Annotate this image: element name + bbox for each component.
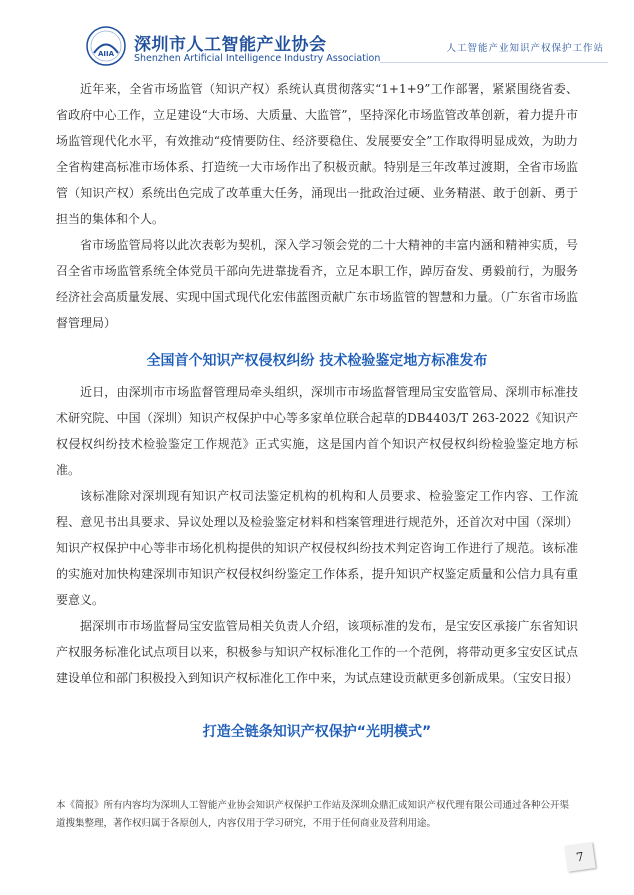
body-paragraph: 近日，由深圳市市场监督管理局牵头组织，深圳市市场监督管理局宝安监管局、深圳市标准技术研究院、中国（深圳）知识产权保护中心等多家单位联合起草的DB4403/T 263-2022《知识产权侵权纠纷技术检验鉴定工作规范》正式实施，这是国内首个知识产权侵权纠纷检验鉴定地方标准。 bbox=[56, 385, 578, 477]
section-title: 打造全链条知识产权保护“光明模式” bbox=[202, 724, 432, 740]
body-paragraph: 该标准除对深圳现有知识产权司法鉴定机构的机构和人员要求、检验鉴定工作内容、工作流程、意见书出具要求、异议处理以及检验鉴定材料和档案管理进行规范外，还首次对中国（深圳）知识产权保护中心等非市场化机构提供的知识产权侵权纠纷技术判定咨询工作进行了规范。该标准的实施对加快构建深圳市知识产权侵权纠纷鉴定工作体系，提升知识产权鉴定质量和公信力具有重要意义。 bbox=[56, 489, 578, 607]
article-body bbox=[56, 76, 578, 743]
page-header bbox=[0, 0, 634, 70]
body-paragraph: 据深圳市市场监督局宝安监管局相关负责人介绍，该项标准的发布，是宝安区承接广东省知识产权服务标准化试点项目以来，积极参与知识产权标准化工作的一个范例，将带动更多宝安区试点建设单位和部门积极投入到知识产权标准化工作中来，为试点建设贡献更多创新成果。（宝安日报） bbox=[56, 619, 579, 685]
header-divider bbox=[380, 62, 608, 63]
association-logo-icon bbox=[86, 26, 126, 66]
section-title: 全国首个知识产权侵权纠纷 技术检验鉴定地方标准发布 bbox=[146, 353, 488, 369]
page-number: 7 bbox=[564, 842, 595, 872]
station-name: 人工智能产业知识产权保护工作站 bbox=[446, 43, 604, 54]
body-paragraph: 省市场监管局将以此次表彰为契机，深入学习领会党的二十大精神的丰富内涵和精神实质，号召全省市场监管系统全体党员干部向先进靠拢看齐，立足本职工作，踔厉奋发、勇毅前行，为服务经济社会高质量发展、实现中国式现代化宏伟蓝图贡献广东市场监管的智慧和力量。（广东省市场监督管理局） bbox=[56, 238, 579, 330]
org-name-cn: 深圳市人工智能产业协会 bbox=[134, 35, 327, 55]
body-paragraph: 近年来，全省市场监管（知识产权）系统认真贯彻落实“1+1+9”工作部署，紧紧围绕省委、省政府中心工作，立足建设“大市场、大质量、大监管”，坚持深化市场监管改革创新，着力提升市场监管现代化水平，有效推动“疫情要防住、经济要稳住、发展要安全”工作取得明显成效，为助力全省构建高标准市场体系、打造统一大市场作出了积极贡献。特别是三年改革过渡期，全省市场监管（知识产权）系统出色完成了改革重大任务，涌现出一批政治过硬、业务精湛、敢于创新、勇于担当的集体和个人。 bbox=[56, 82, 578, 226]
disclaimer-note: 本《简报》所有内容均为深圳人工智能产业协会知识产权保护工作站及深圳众鼎汇成知识产权代理有限公司通过各种公开渠道搜集整理，著作权归属于各原创人，内容仅用于学习研究，不用于任何商业及营利用途。 bbox=[56, 800, 570, 829]
logo-text: AIIA bbox=[97, 50, 115, 58]
org-name-en: Shenzhen Artificial Intelligence Industry Association bbox=[134, 53, 381, 64]
